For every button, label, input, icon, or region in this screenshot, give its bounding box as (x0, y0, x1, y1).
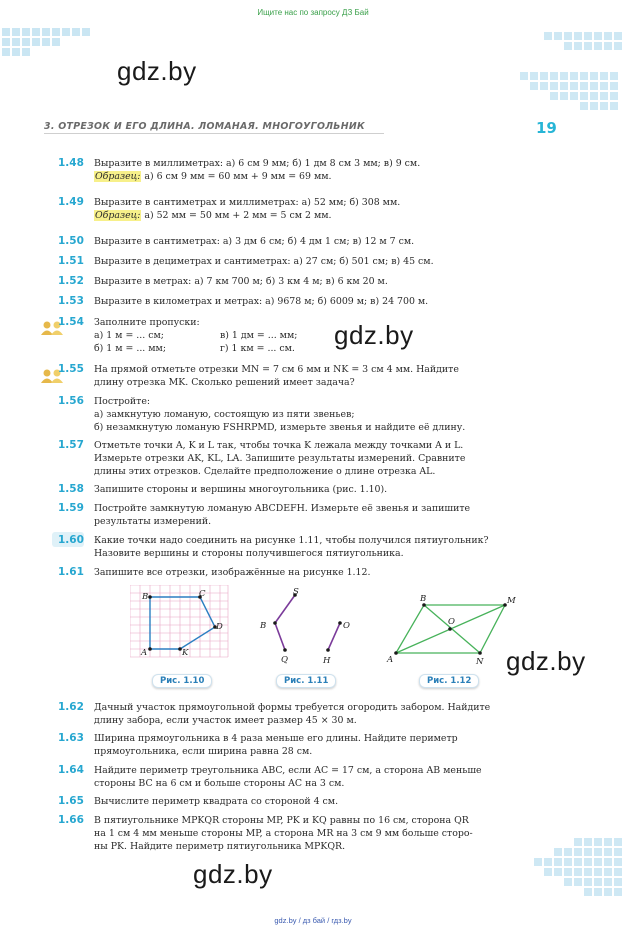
exercise-number: 1.54 (58, 316, 84, 328)
exercise-text: Найдите периметр треугольника ABC, если AC = 17 см, а сторона AB меньше (94, 765, 482, 776)
exercise-text: Выразите в миллиметрах: а) 6 см 9 мм; б) 1 дм 8 см 3 мм; в) 9 см. (94, 158, 421, 169)
exercise-text: длину забора, если участок имеет размер 45 × 30 м. (94, 715, 357, 726)
fig11-label-b: B (260, 621, 267, 631)
exercise-number: 1.63 (58, 732, 84, 744)
figure-1-10 (130, 585, 230, 669)
exercise-text: Выразите в сантиметрах: а) 3 дм 6 см; б) 4 дм 1 см; в) 12 м 7 см. (94, 236, 415, 247)
exercise-text: прямоугольника, если ширина равна 28 см. (94, 746, 313, 757)
fill-item: в) 1 дм = ... мм; (220, 330, 298, 341)
exercise-text: б) незамкнутую ломаную FSHRPMD, измерьте звенья и найдите её длину. (94, 422, 466, 433)
fig10-label-k: K (182, 648, 189, 658)
watermark-bottom: gdz.by (193, 859, 273, 889)
fig11-label-o: O (343, 621, 350, 631)
fig12-label-m: M (507, 596, 516, 606)
exercise-number: 1.48 (58, 157, 84, 169)
watermark-top: gdz.by (117, 56, 197, 86)
fig12-label-b: B (420, 594, 427, 604)
exercise-number: 1.50 (58, 235, 84, 247)
exercise-text: Отметьте точки A, K и L так, чтобы точка K лежала между точками A и L. (94, 440, 464, 451)
exercise-text: Какие точки надо соединить на рисунке 1.11, чтобы получился пятиугольник? (94, 535, 489, 546)
figure-1-12 (380, 590, 530, 674)
exercise-text: Постройте замкнутую ломаную ABCDEFH. Измерьте её звенья и запишите (94, 503, 471, 514)
exercise-text: Запишите все отрезки, изображённые на рисунке 1.12. (94, 567, 371, 578)
watermark-right: gdz.by (506, 646, 586, 676)
exercise-text: Назовите вершины и стороны получившегося пятиугольника. (94, 548, 404, 559)
exercise-text: длины этих отрезков. Сделайте предположение о длине отрезка AL. (94, 466, 436, 477)
fill-item: а) 1 м = ... см; (94, 330, 164, 341)
fill-row (94, 329, 584, 342)
exercise-text: результаты измерений. (94, 516, 212, 527)
exercise-text: Выразите в метрах: а) 7 км 700 м; б) 3 км 4 м; в) 6 км 20 м. (94, 276, 388, 287)
sample-label: Образец: (95, 171, 141, 182)
fig10-label-b: B (142, 592, 149, 602)
exercise-number: 1.64 (58, 764, 84, 776)
fig10-label-a: A (141, 648, 148, 658)
fig10-label-d: D (216, 622, 223, 632)
exercise-number: 1.57 (58, 439, 84, 451)
exercise-number: 1.56 (58, 395, 84, 407)
page-number: 19 (536, 119, 557, 137)
figure-1-11 (255, 585, 355, 669)
figure-1-12-caption: Рис. 1.12 (419, 674, 479, 688)
exercise-text: Ширина прямоугольника в 4 раза меньше его длины. Найдите периметр (94, 733, 458, 744)
fill-item: г) 1 км = ... см. (220, 343, 295, 354)
exercise-text: Измерьте отрезки AK, KL, LA. Запишите результаты измерений. Сравните (94, 453, 466, 464)
header-divider (44, 133, 384, 134)
exercise-text: Выразите в километрах и метрах: а) 9678 м; б) 6009 м; в) 24 700 м. (94, 296, 429, 307)
exercise-number: 1.55 (58, 363, 84, 375)
fig11-label-s: S (293, 587, 299, 597)
exercise-number: 1.61 (58, 566, 84, 578)
exercise-number: 1.52 (58, 275, 84, 287)
exercise-text: а) замкнутую ломаную, состоящую из пяти звеньев; (94, 409, 355, 420)
exercise-number: 1.59 (58, 502, 84, 514)
sample-label: Образец: (95, 210, 141, 221)
fig11-label-h: H (323, 656, 331, 666)
exercise-number: 1.58 (58, 483, 84, 495)
figure-1-10-caption: Рис. 1.10 (152, 674, 212, 688)
fig12-label-o: O (448, 617, 455, 627)
exercise-number: 1.53 (58, 295, 84, 307)
exercise-text: Дачный участок прямоугольной формы требуется огородить забором. Найдите (94, 702, 491, 713)
exercise-number: 1.51 (58, 255, 84, 267)
exercise-text: Выразите в дециметрах и сантиметрах: а) 27 см; б) 501 см; в) 45 см. (94, 256, 434, 267)
fig12-label-n: N (476, 657, 484, 667)
exercise-number: 1.60 (58, 534, 84, 546)
exercise-text: Вычислите периметр квадрата со стороной 4 см. (94, 796, 339, 807)
fig10-label-c: C (199, 589, 206, 599)
watermark-middle: gdz.by (334, 320, 414, 350)
exercise-number: 1.66 (58, 814, 84, 826)
fig12-label-a: A (387, 655, 394, 665)
sample-line (94, 170, 584, 183)
exercise-text: В пятиугольнике MPKQR стороны MP, PK и KQ равны по 16 см, сторона QR (94, 815, 469, 826)
exercise-text: ны PK. Найдите периметр пятиугольника MPKQR. (94, 841, 346, 852)
exercise-number: 1.49 (58, 196, 84, 208)
exercise-text: Заполните пропуски: (94, 317, 200, 328)
fill-item: б) 1 м = ... мм; (94, 343, 166, 354)
exercise-text: стороны BC на 6 см и больше стороны AC на 3 см. (94, 778, 345, 789)
exercise-number: 1.65 (58, 795, 84, 807)
top-note: Ищите нас по запросу ДЗ Бай (257, 8, 369, 17)
exercise-text: длину отрезка MK. Сколько решений имеет задача? (94, 377, 355, 388)
fill-row (94, 342, 584, 355)
fig11-label-q: Q (281, 655, 288, 665)
exercise-number: 1.62 (58, 701, 84, 713)
sample-text: а) 6 см 9 мм = 60 мм + 9 мм = 69 мм. (144, 171, 332, 182)
chapter-header: 3. ОТРЕЗОК И ЕГО ДЛИНА. ЛОМАНАЯ. МНОГОУГОЛЬНИК (44, 121, 366, 132)
exercise-text: На прямой отметьте отрезки MN = 7 см 6 мм и NK = 3 см 4 мм. Найдите (94, 364, 459, 375)
exercise-text: на 1 см 4 мм меньше стороны MP, а сторона MR на 3 см 9 мм больше сторо- (94, 828, 473, 839)
deco-pattern-top-right (490, 26, 626, 136)
exercise-text: Запишите стороны и вершины многоугольника (рис. 1.10). (94, 484, 388, 495)
sample-text: а) 52 мм = 50 мм + 2 мм = 5 см 2 мм. (144, 210, 332, 221)
deco-pattern-top-left (0, 26, 110, 66)
sample-line (94, 209, 584, 222)
exercise-text: Выразите в сантиметрах и миллиметрах: а) 52 мм; б) 308 мм. (94, 197, 401, 208)
figure-1-11-caption: Рис. 1.11 (276, 674, 336, 688)
footer-links: gdz.by / дз бай / гдз.by (274, 916, 352, 925)
exercise-text: Постройте: (94, 396, 151, 407)
